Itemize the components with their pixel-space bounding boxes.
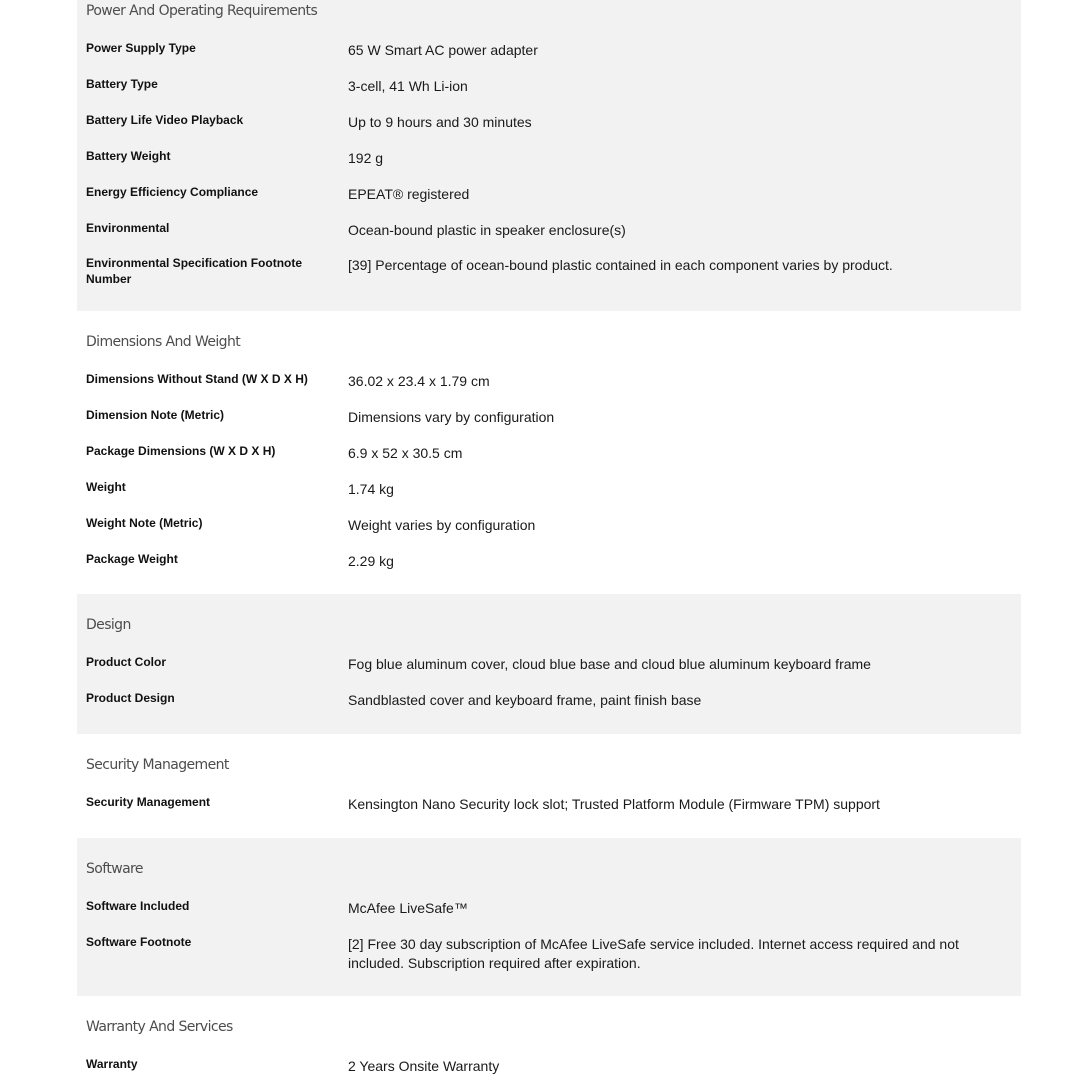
spec-value: Ocean-bound plastic in speaker enclosure(s) (348, 222, 626, 238)
spec-value: Sandblasted cover and keyboard frame, paint finish base (348, 692, 702, 708)
spec-section-software (77, 838, 1021, 996)
spec-section-security (77, 734, 1021, 838)
spec-value: 2.29 kg (348, 553, 394, 569)
spec-value: 6.9 x 52 x 30.5 cm (348, 445, 463, 461)
spec-label: Software Included (86, 899, 190, 913)
spec-label: Battery Weight (86, 149, 171, 163)
spec-label: Product Color (86, 655, 166, 669)
section-title: Security Management (86, 757, 229, 773)
spec-value: Kensington Nano Security lock slot; Trusted Platform Module (Firmware TPM) support (348, 796, 880, 812)
spec-label: Environmental Specification Footnote Number (86, 256, 303, 286)
spec-value: 1.74 kg (348, 481, 394, 497)
spec-value: 192 g (348, 150, 384, 166)
spec-label: Battery Life Video Playback (86, 113, 244, 127)
section-title: Dimensions And Weight (86, 334, 241, 350)
spec-label: Power Supply Type (86, 41, 196, 55)
spec-label: Software Footnote (86, 935, 192, 949)
spec-value: 2 Years Onsite Warranty (348, 1058, 500, 1074)
spec-label: Energy Efficiency Compliance (86, 185, 259, 199)
spec-value: Dimensions vary by configuration (348, 409, 555, 425)
spec-section-design (77, 594, 1021, 734)
spec-section-warranty (77, 996, 1021, 1080)
spec-value: Up to 9 hours and 30 minutes (348, 114, 532, 130)
spec-value: [39] Percentage of ocean-bound plastic contained in each component varies by product. (348, 257, 893, 273)
spec-value: McAfee LiveSafe™ (348, 900, 468, 916)
spec-value: Weight varies by configuration (348, 517, 536, 533)
section-title: Warranty And Services (86, 1019, 233, 1035)
spec-section-power (77, 0, 1021, 311)
spec-label: Environmental (86, 221, 170, 235)
spec-label: Battery Type (86, 77, 158, 91)
spec-label: Dimension Note (Metric) (86, 408, 225, 422)
section-title: Design (86, 617, 131, 633)
spec-label: Warranty (86, 1057, 138, 1071)
spec-section-dimensions (77, 311, 1021, 594)
spec-label: Package Dimensions (W X D X H) (86, 444, 276, 458)
spec-label: Weight Note (Metric) (86, 516, 203, 530)
spec-label: Security Management (86, 795, 211, 809)
section-title: Software (86, 861, 143, 877)
section-title: Power And Operating Requirements (86, 3, 318, 19)
spec-value: Fog blue aluminum cover, cloud blue base and cloud blue aluminum keyboard frame (348, 656, 871, 672)
spec-value: 36.02 x 23.4 x 1.79 cm (348, 373, 490, 389)
spec-label: Product Design (86, 691, 175, 705)
spec-label: Package Weight (86, 552, 178, 566)
spec-label: Weight (86, 480, 126, 494)
spec-label: Dimensions Without Stand (W X D X H) (86, 372, 308, 386)
spec-value: 3-cell, 41 Wh Li-ion (348, 78, 468, 94)
spec-value: EPEAT® registered (348, 186, 470, 202)
spec-value: 65 W Smart AC power adapter (348, 42, 538, 58)
spec-value: [2] Free 30 day subscription of McAfee LiveSafe service included. Internet access required and not included. Subscription required after expiration. (348, 936, 959, 971)
